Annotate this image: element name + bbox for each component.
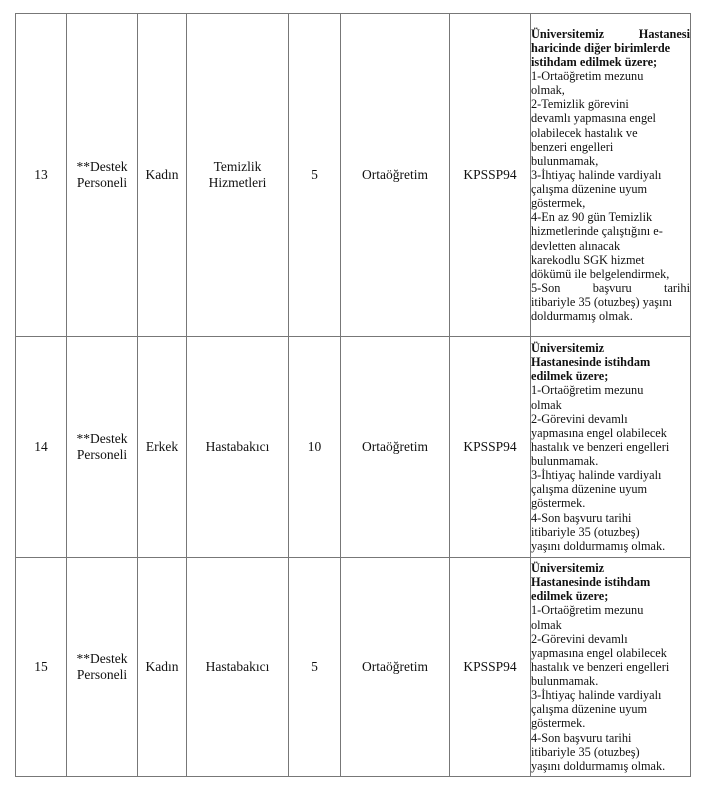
kosul-line: 2-Görevini devamlı xyxy=(531,411,628,426)
cell-ogrenim xyxy=(341,337,450,558)
kosul-baslik xyxy=(531,341,690,383)
kosul-line: devamlı yapmasına engel xyxy=(531,111,656,126)
kosul-madde-listesi xyxy=(531,69,690,324)
kosul-line: göstermek. xyxy=(531,716,586,731)
kosul-baslik-line-3: istihdam edilmek üzere; xyxy=(531,54,658,69)
cell-sira-no xyxy=(16,14,67,337)
kosul-line: dökümü ile belgelendirmek, xyxy=(531,266,670,281)
kosul-line: bulunmamak. xyxy=(531,454,599,469)
kosul-line: 3-İhtiyaç halinde vardiyalı xyxy=(531,468,662,483)
cell-ogrenim xyxy=(341,558,450,777)
gorev-line-1: Hastabakıcı xyxy=(205,659,270,675)
kosul-line: yapmasına engel olabilecek xyxy=(531,645,667,660)
cell-puan-turu xyxy=(450,14,531,337)
cell-cinsiyet xyxy=(138,558,187,777)
kosul-baslik-line-1: Üniversitemiz xyxy=(531,560,605,575)
kosul-line: devletten alınacak xyxy=(531,238,621,253)
cell-puan-turu xyxy=(450,337,531,558)
kosul-baslik xyxy=(531,27,690,69)
kosul-line: karekodlu SGK hizmet xyxy=(531,252,645,267)
adet-value: 5 xyxy=(311,659,318,675)
table-row xyxy=(16,558,691,777)
kosul-madde-listesi xyxy=(531,603,690,773)
unvan-line-2: Personeli xyxy=(76,447,128,462)
cell-ogrenim xyxy=(341,14,450,337)
table-row xyxy=(16,337,691,558)
kosul-line: 1-Ortaöğretim mezunu xyxy=(531,383,644,398)
kosul-line: 3-İhtiyaç halinde vardiyalı xyxy=(531,167,662,182)
kosul-line: bulunmamak. xyxy=(531,674,599,689)
puan-turu-value: KPSSP94 xyxy=(463,659,517,675)
adet-value: 10 xyxy=(307,439,322,455)
sira-no-value: 14 xyxy=(34,439,48,454)
unvan-line-2: Personeli xyxy=(76,667,128,682)
kosul-line: 4-Son başvuru tarihi xyxy=(531,510,632,525)
cell-aranan-kosullar xyxy=(531,558,691,777)
cell-adet xyxy=(289,558,341,777)
kosul-baslik-line-1: Üniversitemiz xyxy=(531,340,605,355)
cell-sira-no xyxy=(16,558,67,777)
cell-aranan-kosullar xyxy=(531,14,691,337)
unvan-line-2: Personeli xyxy=(76,175,128,190)
cell-adet xyxy=(289,337,341,558)
unvan-line-1: **Destek xyxy=(76,431,128,447)
kosul-line: benzeri engelleri xyxy=(531,139,614,154)
kosul-madde-listesi xyxy=(531,383,690,553)
kosul-line: 2-Görevini devamlı xyxy=(531,631,628,646)
sira-no-value: 13 xyxy=(34,167,48,182)
cell-unvan xyxy=(67,337,138,558)
kosul-line: 2-Temizlik görevini xyxy=(531,97,629,112)
kosul-line: göstermek. xyxy=(531,496,586,511)
puan-turu-value: KPSSP94 xyxy=(463,167,517,183)
cell-gorev-yeri xyxy=(187,337,289,558)
sira-no-value: 15 xyxy=(34,659,48,674)
kosul-line: itibariyle 35 (otuzbeş) xyxy=(531,744,640,759)
kadro-table-body xyxy=(16,14,691,777)
kadro-table xyxy=(15,13,691,777)
table-row xyxy=(16,14,691,337)
kosul-line: göstermek, xyxy=(531,196,586,211)
cinsiyet-value: Erkek xyxy=(145,439,179,455)
kosul-baslik xyxy=(531,561,690,603)
cinsiyet-value: Kadın xyxy=(145,167,179,183)
adet-value: 5 xyxy=(311,167,318,183)
ogrenim-value: Ortaöğretim xyxy=(362,439,428,455)
kosul-line: 1-Ortaöğretim mezunu xyxy=(531,603,644,618)
cell-aranan-kosullar xyxy=(531,337,691,558)
cinsiyet-value: Kadın xyxy=(145,659,179,675)
kosul-line: 4-En az 90 gün Temizlik xyxy=(531,210,653,225)
kosul-line: olabilecek hastalık ve xyxy=(531,125,638,140)
kosul-baslik-line-2: haricinde diğer birimlerde xyxy=(531,40,671,55)
kosul-baslik-line-1: Üniversitemiz Hastanesi xyxy=(531,26,690,41)
cell-puan-turu xyxy=(450,558,531,777)
kosul-line: yapmasına engel olabilecek xyxy=(531,425,667,440)
cell-adet xyxy=(289,14,341,337)
kosul-line: itibariyle 35 (otuzbeş) yaşını xyxy=(531,295,673,310)
kosul-line: çalışma düzenine uyum xyxy=(531,482,648,497)
kosul-line: 1-Ortaöğretim mezunu xyxy=(531,68,644,83)
kosul-line: doldurmamış olmak. xyxy=(531,309,633,324)
gorev-line-1: Hastabakıcı xyxy=(205,439,270,455)
cell-gorev-yeri xyxy=(187,14,289,337)
kosul-line: bulunmamak, xyxy=(531,153,599,168)
kosul-line: hastalık ve benzeri engelleri xyxy=(531,439,670,454)
gorev-line-1: Temizlik xyxy=(213,159,262,175)
kosul-baslik-line-3: edilmek üzere; xyxy=(531,369,609,384)
cell-unvan xyxy=(67,14,138,337)
unvan-line-1: **Destek xyxy=(76,159,128,175)
cell-sira-no xyxy=(16,337,67,558)
kosul-line: olmak, xyxy=(531,83,565,98)
kosul-line: 4-Son başvuru tarihi xyxy=(531,730,632,745)
kosul-line: çalışma düzenine uyum xyxy=(531,182,648,197)
cell-gorev-yeri xyxy=(187,558,289,777)
kosul-baslik-line-2: Hastanesinde istihdam xyxy=(531,355,651,370)
unvan-line-1: **Destek xyxy=(76,651,128,667)
kosul-line: hizmetlerinde çalıştığını e- xyxy=(531,224,663,239)
cell-unvan xyxy=(67,558,138,777)
puan-turu-value: KPSSP94 xyxy=(463,439,517,455)
kosul-line: yaşını doldurmamış olmak. xyxy=(531,538,666,553)
kosul-line: olmak xyxy=(531,397,562,412)
kosul-line: yaşını doldurmamış olmak. xyxy=(531,758,666,773)
kosul-line: hastalık ve benzeri engelleri xyxy=(531,659,670,674)
kosul-line: itibariyle 35 (otuzbeş) xyxy=(531,524,640,539)
kosul-baslik-line-2: Hastanesinde istihdam xyxy=(531,575,651,590)
kosul-baslik-line-3: edilmek üzere; xyxy=(531,589,609,604)
kosul-line: 3-İhtiyaç halinde vardiyalı xyxy=(531,688,662,703)
kosul-line: çalışma düzenine uyum xyxy=(531,702,648,717)
cell-cinsiyet xyxy=(138,14,187,337)
cell-cinsiyet xyxy=(138,337,187,558)
gorev-line-2: Hizmetleri xyxy=(208,175,267,190)
kosul-line: olmak xyxy=(531,617,562,632)
kosul-line: 5-Son başvuru tarihi xyxy=(531,281,690,296)
ogrenim-value: Ortaöğretim xyxy=(362,167,428,183)
ogrenim-value: Ortaöğretim xyxy=(362,659,428,675)
